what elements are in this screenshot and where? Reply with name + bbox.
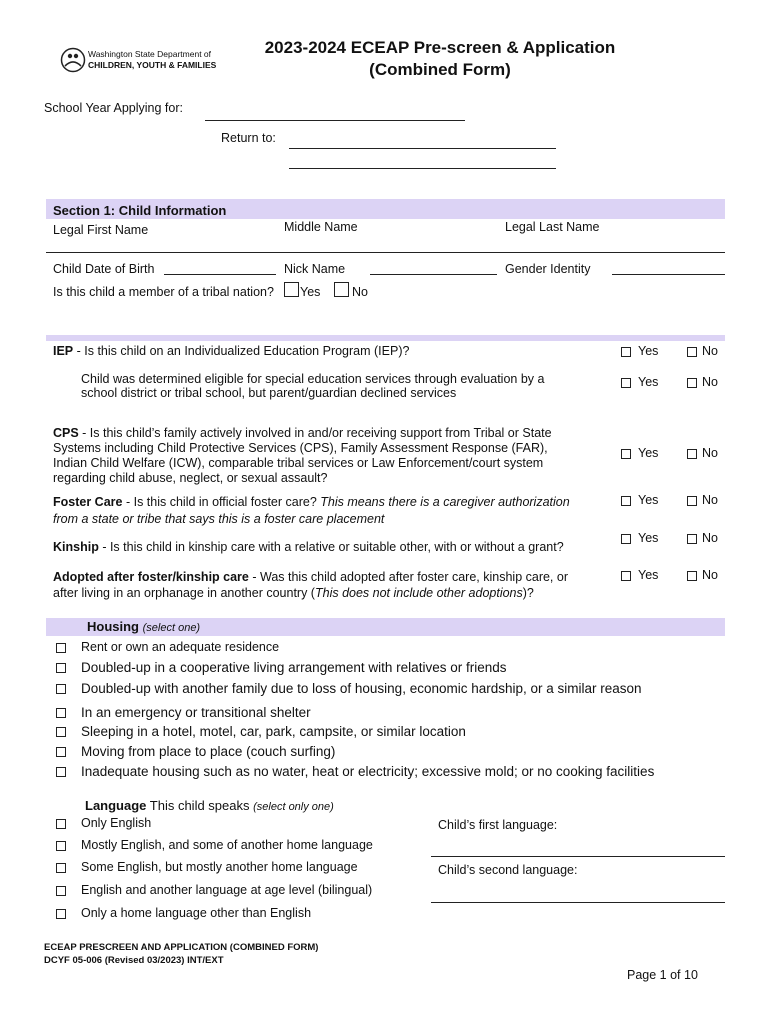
housing-option-label: Inadequate housing such as no water, heat or electricity; excessive mold; or no cooking facilities	[81, 764, 655, 779]
tribal-question: Is this child a member of a tribal nation?	[53, 285, 274, 299]
housing-option-label: In an emergency or transitional shelter	[81, 705, 311, 720]
return-to-field-1[interactable]	[289, 148, 556, 149]
foster-line1: Foster Care - Is this child in official foster care? This means there is a caregiver authorization	[53, 495, 570, 509]
language-option-label: Only a home language other than English	[81, 906, 312, 920]
middle-name-label: Middle Name	[284, 220, 358, 234]
page-number: Page 1 of 10	[627, 968, 698, 982]
section1-heading: Section 1: Child Information	[53, 203, 227, 218]
form-title: 2023-2024 ECEAP Pre-screen & Application	[264, 38, 616, 57]
school-year-field[interactable]	[205, 120, 465, 121]
nickname-label: Nick Name	[284, 262, 346, 276]
iep-declined-no-checkbox[interactable]	[687, 378, 697, 388]
language-heading: Language This child speaks (select only one)	[85, 798, 334, 813]
housing-option-label: Doubled-up in a cooperative living arrangement with relatives or friends	[81, 660, 507, 675]
kinship-yes-checkbox[interactable]	[621, 534, 631, 544]
cps-no-checkbox[interactable]	[687, 449, 697, 459]
language-option-checkbox[interactable]	[56, 886, 66, 896]
footer-form-name: ECEAP PRESCREEN AND APPLICATION (COMBINED FORM)	[44, 942, 319, 953]
housing-option-checkbox[interactable]	[56, 708, 66, 718]
iep-question: IEP - Is this child on an Individualized Education Program (IEP)?	[53, 344, 410, 358]
foster-no-label: No	[702, 493, 718, 507]
tribal-no-checkbox[interactable]	[334, 282, 349, 297]
housing-option-checkbox[interactable]	[56, 643, 66, 653]
housing-option-label: Doubled-up with another family due to loss of housing, economic hardship, or a similar reason	[81, 681, 642, 696]
return-to-label: Return to:	[221, 131, 276, 145]
housing-option-checkbox[interactable]	[56, 663, 66, 673]
second-language-field[interactable]	[431, 902, 725, 903]
footer-form-number: DCYF 05-006 (Revised 03/2023) INT/EXT	[44, 955, 224, 966]
adopted-no-label: No	[702, 568, 718, 582]
dob-label: Child Date of Birth	[53, 262, 155, 276]
kinship-question: Kinship - Is this child in kinship care with a relative or suitable other, with or without a grant?	[53, 540, 564, 554]
kinship-yes-label: Yes	[638, 531, 659, 545]
dcyf-seal-icon	[60, 47, 86, 73]
adopted-yes-label: Yes	[638, 568, 659, 582]
iep-declined-no-label: No	[702, 375, 718, 389]
housing-option-label: Rent or own an adequate residence	[81, 640, 280, 654]
form-subtitle: (Combined Form)	[369, 60, 511, 79]
cps-line3: Indian Child Welfare (ICW), comparable tribal services or Law Enforcement/court system	[53, 456, 544, 470]
language-option-checkbox[interactable]	[56, 863, 66, 873]
kinship-no-label: No	[702, 531, 718, 545]
adopted-line1: Adopted after foster/kinship care - Was this child adopted after foster care, kinship care, or	[53, 570, 568, 584]
foster-yes-label: Yes	[638, 493, 659, 507]
language-option-label: Mostly English, and some of another home language	[81, 838, 373, 852]
last-name-label: Legal Last Name	[505, 220, 600, 234]
cps-line4: regarding child abuse, neglect, or sexual assault?	[53, 471, 328, 485]
tribal-no-label: No	[352, 285, 368, 299]
second-language-label: Child’s second language:	[438, 863, 578, 877]
logo-line-1: Washington State Department of	[88, 49, 212, 59]
cps-line2: Systems including Child Protective Services (CPS), Family Assessment Response (FAR),	[53, 441, 548, 455]
dob-field[interactable]	[164, 274, 276, 275]
first-name-label: Legal First Name	[53, 223, 149, 237]
school-year-label: School Year Applying for:	[44, 101, 183, 115]
cps-yes-label: Yes	[638, 446, 659, 460]
foster-line2: from a state or tribe that says this is a foster care placement	[53, 512, 385, 526]
language-option-checkbox[interactable]	[56, 841, 66, 851]
logo-line-2: CHILDREN, YOUTH & FAMILIES	[88, 60, 217, 70]
iep-no-label: No	[702, 344, 718, 358]
cps-yes-checkbox[interactable]	[621, 449, 631, 459]
questions-band	[46, 335, 725, 341]
iep-declined-yes-checkbox[interactable]	[621, 378, 631, 388]
tribal-yes-label: Yes	[300, 285, 321, 299]
dcyf-logo	[60, 45, 217, 75]
housing-option-checkbox[interactable]	[56, 747, 66, 757]
housing-option-checkbox[interactable]	[56, 727, 66, 737]
adopted-yes-checkbox[interactable]	[621, 571, 631, 581]
language-option-label: English and another language at age level (bilingual)	[81, 883, 373, 897]
iep-sub-line2: school district or tribal school, but parent/guardian declined services	[81, 386, 457, 400]
housing-option-label: Sleeping in a hotel, motel, car, park, campsite, or similar location	[81, 724, 466, 739]
housing-heading: Housing (select one)	[87, 619, 201, 634]
tribal-yes-checkbox[interactable]	[284, 282, 299, 297]
language-option-checkbox[interactable]	[56, 819, 66, 829]
language-option-label: Some English, but mostly another home language	[81, 860, 358, 874]
first-language-label: Child’s first language:	[438, 818, 558, 832]
iep-declined-yes-label: Yes	[638, 375, 659, 389]
iep-yes-checkbox[interactable]	[621, 347, 631, 357]
nickname-field[interactable]	[370, 274, 497, 275]
kinship-no-checkbox[interactable]	[687, 534, 697, 544]
housing-option-label: Moving from place to place (couch surfing)	[81, 744, 336, 759]
adopted-line2: after living in an orphanage in another country (This does not include other adoptions)?	[53, 586, 534, 600]
language-option-label: Only English	[81, 816, 152, 830]
gender-field[interactable]	[612, 274, 725, 275]
cps-no-label: No	[702, 446, 718, 460]
foster-yes-checkbox[interactable]	[621, 496, 631, 506]
housing-option-checkbox[interactable]	[56, 684, 66, 694]
iep-no-checkbox[interactable]	[687, 347, 697, 357]
adopted-no-checkbox[interactable]	[687, 571, 697, 581]
language-option-checkbox[interactable]	[56, 909, 66, 919]
gender-label: Gender Identity	[505, 262, 591, 276]
first-language-field[interactable]	[431, 856, 725, 857]
housing-option-checkbox[interactable]	[56, 767, 66, 777]
cps-line1: CPS - Is this child’s family actively involved in and/or receiving support from Tribal or State	[53, 426, 552, 440]
iep-yes-label: Yes	[638, 344, 659, 358]
name-field-line[interactable]	[46, 252, 725, 253]
return-to-field-2[interactable]	[289, 168, 556, 169]
foster-no-checkbox[interactable]	[687, 496, 697, 506]
iep-sub-line1: Child was determined eligible for special education services through evaluation by a	[81, 372, 545, 386]
